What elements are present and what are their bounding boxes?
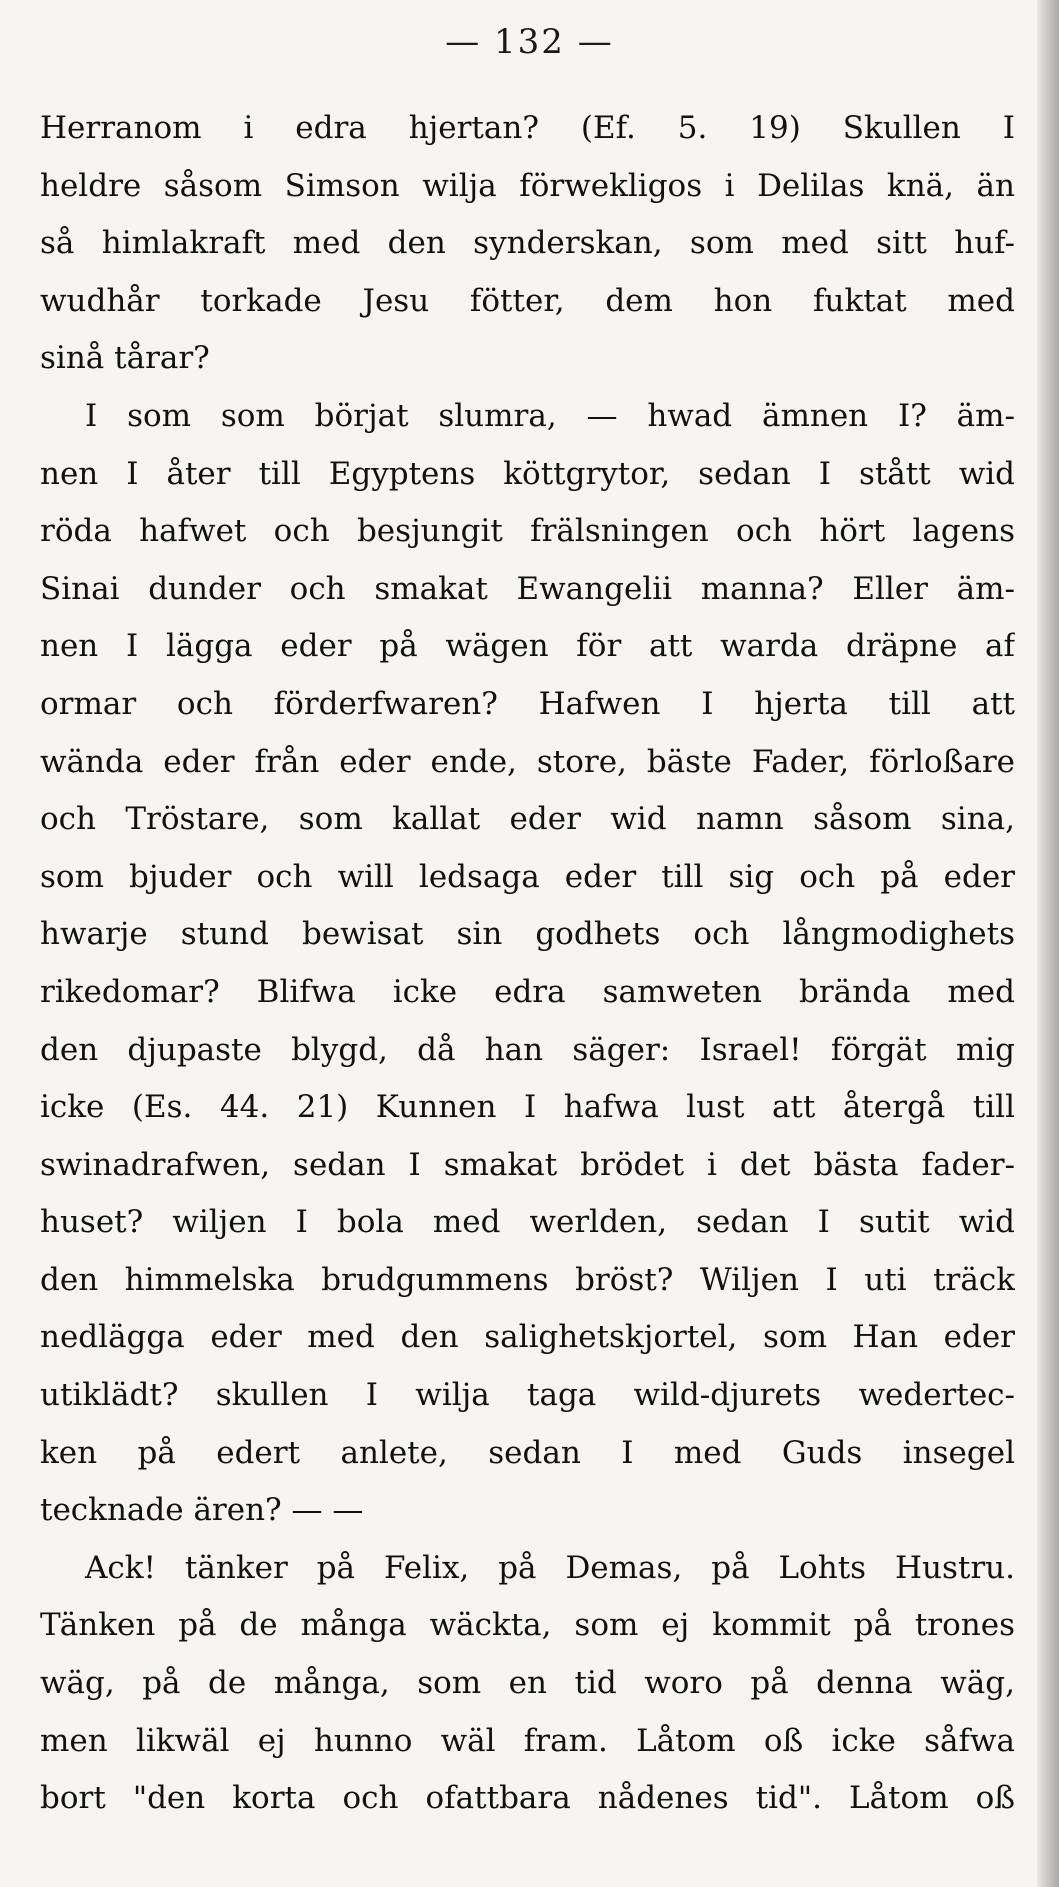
text-line: bort "den korta och ofattbara nådenes tid". Låtom oß [40,1780,1015,1817]
text-line: Herranom i edra hjertan? (Ef. 5. 19) Skullen I [40,110,1015,146]
text-line: rikedomar? Blifwa icke edra samweten brända med [40,973,1015,1010]
text-line: ken på edert anlete, sedan I med Guds insegel [40,1434,1015,1471]
text-line: wudhår torkade Jesu fötter, dem hon fuktat med [40,282,1015,319]
text-line: Ack! tänker på Felix, på Demas, på Lohts Hustru. [85,1549,1015,1586]
text-line: den djupaste blygd, då han säger: Israel! förgät mig [40,1031,1015,1068]
text-line: swinadrafwen, sedan I smakat brödet i det bästa fader- [40,1146,1015,1183]
text-line: utiklädt? skullen I wilja taga wild-djurets wedertec- [40,1377,1015,1414]
text-line: icke (Es. 44. 21) Kunnen I hafwa lust att återgå till [40,1089,1015,1126]
text-line: huset? wiljen I bola med werlden, sedan I sutit wid [40,1204,1015,1241]
text-line: nen I åter till Egyptens köttgrytor, sedan I stått wid [40,455,1015,492]
page-edge [1037,0,1059,1887]
text-line: som bjuder och will ledsaga eder till sig och på eder [40,858,1015,895]
text-line: wäg, på de många, som en tid woro på denna wäg, [40,1665,1015,1702]
text-line: Tänken på de många wäckta, som ej kommit på trones [40,1607,1015,1644]
text-line: wända eder från eder ende, store, bäste Fader, förloßare [40,743,1015,780]
text-line: heldre såsom Simson wilja förwekligos i Delilas knä, än [40,167,1015,204]
body-text [40,100,1015,1828]
text-line: Sinai dunder och smakat Ewangelii manna? Eller äm- [40,570,1015,607]
text-line: sinå tårar? [40,340,210,377]
text-line: tecknade ären? — — [40,1492,364,1529]
text-line: I som som börjat slumra, — hwad ämnen I? äm- [85,397,1015,434]
text-line: hwarje stund bewisat sin godhets och långmodighets [40,916,1015,953]
text-line: röda hafwet och besjungit frälsningen och hört lagens [40,513,1015,550]
text-line: och Tröstare, som kallat eder wid namn såsom sina, [40,801,1015,838]
text-line: den himmelska brudgummens bröst? Wiljen I uti träck [40,1261,1015,1298]
text-line: nedlägga eder med den salighetskjortel, som Han eder [40,1319,1015,1356]
text-line: nen I lägga eder på wägen för att warda dräpne af [40,628,1015,665]
text-line: men likwäl ej hunno wäl fram. Låtom oß icke såfwa [40,1722,1015,1759]
text-line: så himlakraft med den synderskan, som med sitt huf- [40,225,1015,262]
text-line: ormar och förderfwaren? Hafwen I hjerta till att [40,685,1015,722]
page-number: — 132 — [445,22,614,62]
